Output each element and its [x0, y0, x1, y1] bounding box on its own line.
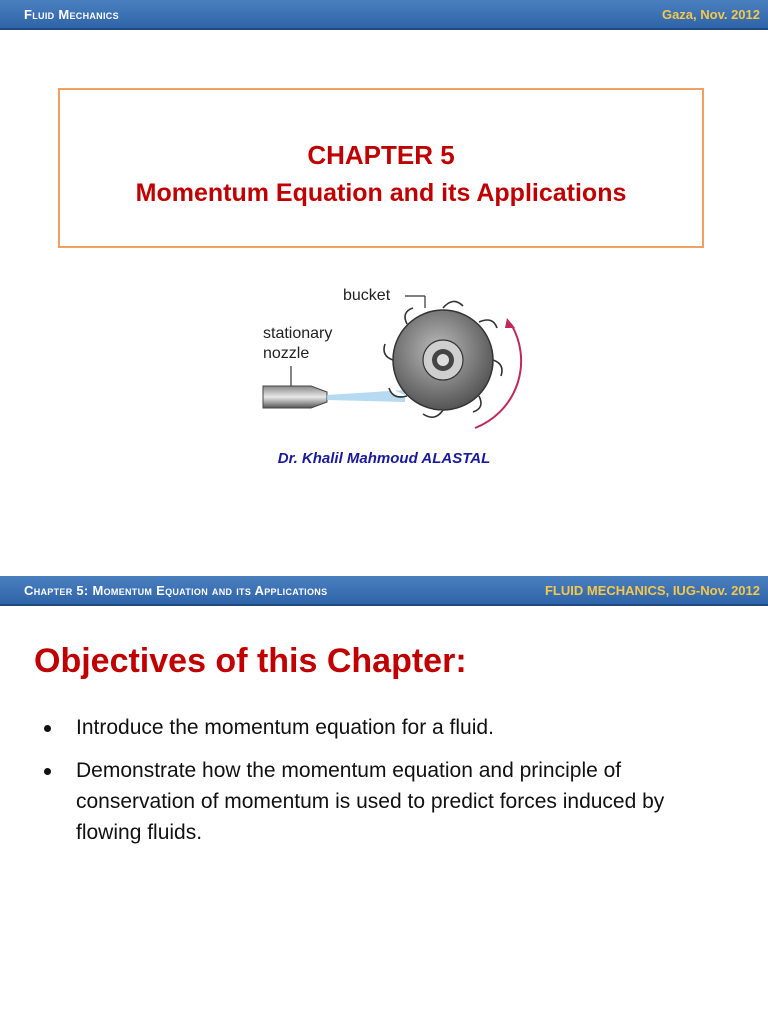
header-course-title: Fluid Mechanics — [24, 7, 119, 22]
nozzle-shape — [263, 386, 327, 408]
chapter-title-box — [58, 88, 704, 248]
list-item — [40, 755, 730, 848]
slide-header — [0, 576, 768, 606]
objectives-heading: Objectives of this Chapter: — [34, 642, 467, 680]
bullet-icon — [44, 725, 51, 732]
header-date: Gaza, Nov. 2012 — [661, 7, 760, 22]
objectives-list — [40, 712, 730, 860]
label-nozzle-1: stationary — [263, 325, 333, 342]
slide-header — [0, 0, 768, 30]
bullet-text: Demonstrate how the momentum equation and principle of conservation of momentum is used to predict forces induced by flowing fluids. — [76, 759, 665, 844]
header-course-date: FLUID MECHANICS, IUG-Nov. 2012 — [544, 583, 760, 598]
bullet-text: Introduce the momentum equation for a fluid. — [76, 716, 494, 739]
pelton-wheel-figure — [255, 278, 535, 438]
label-nozzle-2: nozzle — [263, 345, 310, 362]
chapter-number: CHAPTER 5 — [307, 140, 455, 170]
list-item — [40, 712, 730, 743]
label-bucket: bucket — [343, 287, 391, 304]
slide-objectives — [0, 576, 768, 1024]
header-chapter-title: Chapter 5: Momentum Equation and its Applications — [24, 583, 328, 598]
chapter-title: Momentum Equation and its Applications — [135, 179, 627, 207]
author-name: Dr. Khalil Mahmoud ALASTAL — [277, 450, 491, 467]
bullet-icon — [44, 768, 51, 775]
slide-gap — [0, 512, 768, 576]
